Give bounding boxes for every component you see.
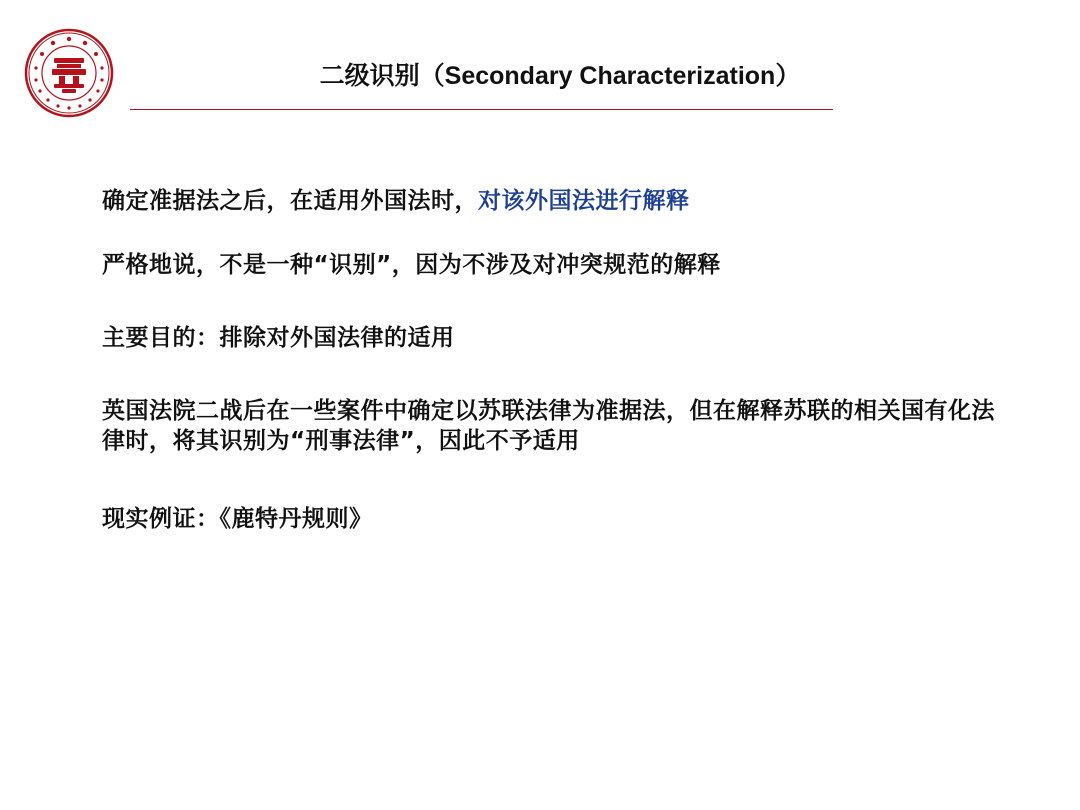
bullet-item: 主要目的：排除对外国法律的适用 — [102, 325, 455, 351]
bullet-item: 严格地说，不是一种“识别”，因为不涉及对冲突规范的解释 — [102, 252, 721, 278]
title-divider — [130, 109, 833, 110]
bullet-item — [102, 186, 690, 216]
bullet-text: 确定准据法之后，在适用外国法时， — [102, 188, 478, 214]
bullet-highlight-text: 对该外国法进行解释 — [478, 188, 690, 214]
university-seal-icon — [24, 28, 114, 118]
slide-title: 二级识别（Secondary Characterization） — [319, 62, 801, 90]
bullet-item: 现实例证：《鹿特丹规则》 — [102, 506, 373, 532]
bullet-item: 英国法院二战后在一些案件中确定以苏联法律为准据法，但在解释苏联的相关国有化法律时，将其识别为“刑事法律”，因此不予适用 — [102, 398, 995, 454]
